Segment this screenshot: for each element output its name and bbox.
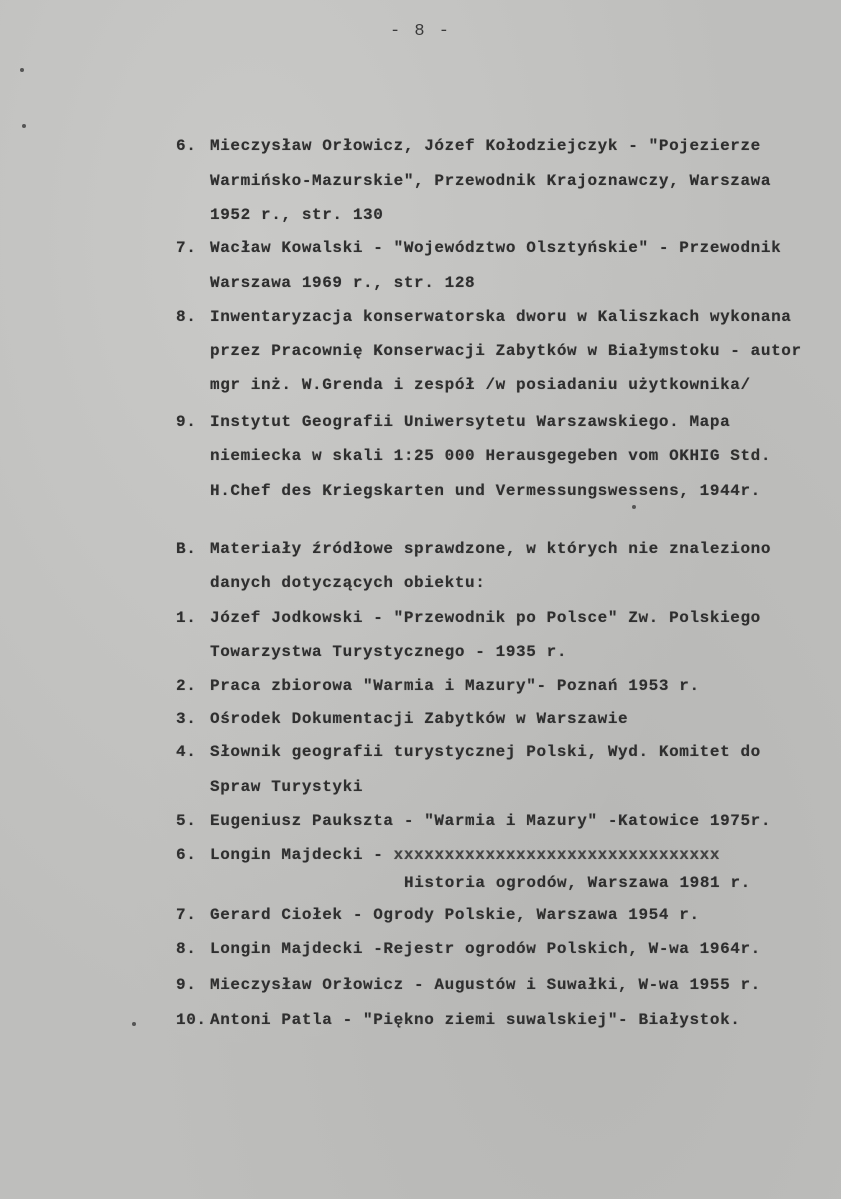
list-item-continuation: Spraw Turystyki (210, 778, 364, 796)
list-item-continuation: 1952 r., str. 130 (210, 206, 384, 224)
list-item-continuation: Towarzystwa Turystycznego - 1935 r. (210, 643, 568, 661)
list-item: 1. Józef Jodkowski - "Przewodnik po Polsce" Zw. Polskiego (176, 609, 761, 627)
list-item-continuation: Warmińsko-Mazurskie", Przewodnik Krajoznawczy, Warszawa (210, 172, 772, 190)
margin-mark (22, 124, 26, 128)
margin-mark (132, 1022, 136, 1026)
list-item: 8. Inwentaryzacja konserwatorska dworu w Kaliszkach wykonana (176, 308, 792, 326)
list-item-continuation: przez Pracownię Konserwacji Zabytków w Białymstoku - autor (210, 342, 802, 360)
list-item: 3. Ośrodek Dokumentacji Zabytków w Warszawie (176, 710, 629, 728)
section-heading: B. Materiały źródłowe sprawdzone, w których nie znaleziono (176, 540, 772, 558)
page-number: - 8 - (389, 22, 451, 41)
list-item: 9. Mieczysław Orłowicz - Augustów i Suwałki, W-wa 1955 r. (176, 976, 761, 994)
list-item-continuation: mgr inż. W.Grenda i zespół /w posiadaniu użytkownika/ (210, 376, 751, 394)
list-item: 6. Longin Majdecki - xxxxxxxxxxxxxxxxxxxxxxxxxxxxxxxx (176, 846, 721, 864)
list-item: 4. Słownik geografii turystycznej Polski, Wyd. Komitet do (176, 743, 761, 761)
list-item-continuation: niemiecka w skali 1:25 000 Herausgegeben vom OKHIG Std. (210, 447, 772, 465)
list-item: 7. Wacław Kowalski - "Województwo Olsztyńskie" - Przewodnik (176, 239, 782, 257)
list-item: 6. Mieczysław Orłowicz, Józef Kołodziejczyk - "Pojezierze (176, 137, 761, 155)
section-heading-continuation: danych dotyczących obiektu: (210, 574, 486, 592)
list-item: 10. Antoni Patla - "Piękno ziemi suwalskiej"- Białystok. (176, 1011, 741, 1029)
struck-text: xxxxxxxxxxxxxxxxxxxxxxxxxxxxxxxx (393, 846, 721, 864)
list-item-continuation: Historia ogrodów, Warszawa 1981 r. (404, 874, 751, 892)
ink-dot (632, 505, 636, 509)
list-item: 5. Eugeniusz Paukszta - "Warmia i Mazury" -Katowice 1975r. (176, 812, 772, 830)
list-item-continuation: H.Chef des Kriegskarten und Vermessungswessens, 1944r. (210, 482, 761, 500)
list-item-continuation: Warszawa 1969 r., str. 128 (210, 274, 476, 292)
list-item: 2. Praca zbiorowa "Warmia i Mazury"- Poznań 1953 r. (176, 677, 700, 695)
list-item: 8. Longin Majdecki -Rejestr ogrodów Polskich, W-wa 1964r. (176, 940, 761, 958)
list-item: 9. Instytut Geografii Uniwersytetu Warszawskiego. Mapa (176, 413, 731, 431)
margin-mark (20, 68, 24, 72)
list-item: 7. Gerard Ciołek - Ogrody Polskie, Warszawa 1954 r. (176, 906, 700, 924)
